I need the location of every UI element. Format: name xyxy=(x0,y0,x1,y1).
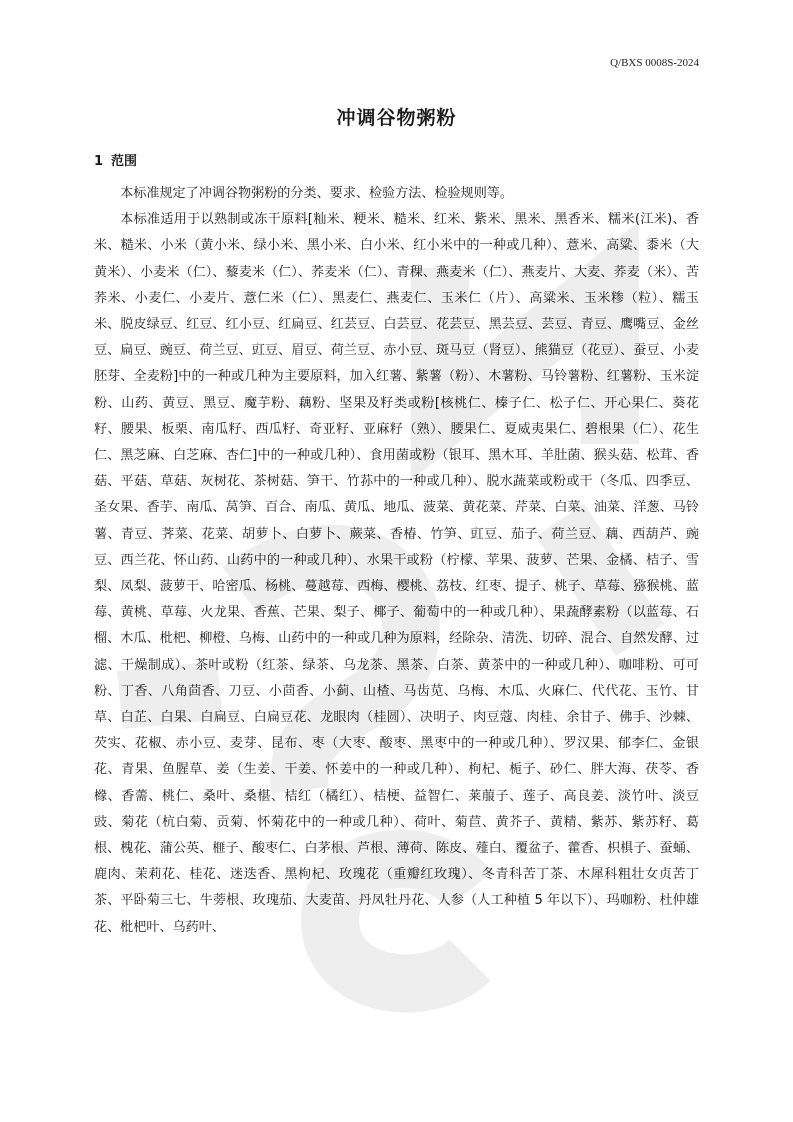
section-number: 1 xyxy=(94,154,104,169)
paragraph: 本标准适用于以熟制或冻干原料[籼米、粳米、糙米、红米、紫米、黑米、黑香米、糯米(江米)、香米、糙米、小米（黄小米、绿小米、黑小米、白小米、红小米中的一种或几种）、薏米、高粱、黍米（大黄米）、小麦米（仁）、藜麦米（仁）、荞麦米（仁）、青稞、燕麦米（仁）、燕麦片、大麦、荞麦（米）、苦荞米、小麦仁、小麦片、薏仁米（仁）、黑麦仁、燕麦仁、玉米仁（片）、高粱米、玉米糁（粒）、糯玉米、脱皮绿豆、红豆、红小豆、红扁豆、红芸豆、白芸豆、花芸豆、黑芸豆、芸豆、青豆、鹰嘴豆、金丝豆、扁豆、豌豆、荷兰豆、豇豆、眉豆、荷兰豆、赤小豆、斑马豆（肾豆）、熊猫豆（花豆）、蚕豆、小麦胚芽、全麦粉]中的一种或几种为主要原料，加入红薯、紫薯（粉）、木薯粉、马铃薯粉、红薯粉、玉米淀粉、山药、黄豆、黑豆、魔芋粉、藕粉、坚果及籽类或粉[核桃仁、榛子仁、松子仁、开心果仁、葵花籽、腰果、板栗、南瓜籽、西瓜籽、奇亚籽、亚麻籽（熟）、腰果仁、夏威夷果仁、碧根果（仁）、花生仁、黑芝麻、白芝麻、杏仁]中的一种或几种）、食用菌或粉（银耳、黑木耳、羊肚菌、猴头菇、松茸、香菇、平菇、草菇、灰树花、茶树菇、笋干、竹荪中的一种或几种）、脱水蔬菜或粉或干（冬瓜、四季豆、圣女果、香芋、南瓜、莴笋、百合、南瓜、黄瓜、地瓜、菠菜、黄花菜、芹菜、白菜、油菜、洋葱、马铃薯、青豆、荠菜、花菜、胡萝卜、白萝卜、蕨菜、香椿、竹笋、豇豆、茄子、荷兰豆、藕、西葫芦、豌豆、西兰花、怀山药、山药中的一种或几种）、水果干或粉（柠檬、苹果、菠萝、芒果、金橘、桔子、雪梨、凤梨、菠萝干、哈密瓜、杨桃、蔓越莓、西梅、樱桃、荔枝、红枣、提子、桃子、草莓、猕猴桃、蓝莓、黄桃、草莓、火龙果、香蕉、芒果、梨子、椰子、葡萄中的一种或几种）、果蔬酵素粉（以蓝莓、石榴、木瓜、枇杷、柳橙、乌梅、山药中的一种或几种为原料，经除杂、清洗、切碎、混合、自然发酵、过滤、干燥制成）、茶叶或粉（红茶、绿茶、乌龙茶、黑茶、白茶、黄茶中的一种或几种）、咖啡粉、可可粉、丁香、八角茴香、刀豆、小茴香、小蓟、山楂、马齿苋、乌梅、木瓜、火麻仁、代代花、玉竹、甘草、白芷、白果、白扁豆、白扁豆花、龙眼肉（桂圆）、决明子、肉豆蔻、肉桂、余甘子、佛手、沙棘、芡实、花椒、赤小豆、麦芽、昆布、枣（大枣、酸枣、黑枣中的一种或几种）、罗汉果、郁李仁、金银花、青果、鱼腥草、姜（生姜、干姜、怀姜中的一种或几种）、枸杞、栀子、砂仁、胖大海、茯苓、香橼、香薷、桃仁、桑叶、桑椹、桔红（橘红）、桔梗、益智仁、莱菔子、莲子、高良姜、淡竹叶、淡豆豉、菊花（杭白菊、贡菊、怀菊花中的一种或几种）、荷叶、菊苣、黄芥子、黄精、紫苏、紫苏籽、葛根、槐花、蒲公英、榧子、酸枣仁、白茅根、芦根、薄荷、陈皮、薤白、覆盆子、藿香、枳椇子、蚕蛹、鹿肉、茉莉花、桂花、迷迭香、黑枸杞、玫瑰花（重瓣红玫瑰）、冬青科苦丁茶、木犀科粗壮女贞苦丁茶、平卧菊三七、牛蒡根、玫瑰茄、大麦苗、丹凤牡丹花、人参（人工种植 5 年以下）、玛咖粉、杜仲雄花、枇杷叶、乌药叶、 xyxy=(94,212,699,935)
section-title: 范围 xyxy=(111,154,138,169)
document-code: Q/BXS 0008S-2024 xyxy=(610,57,699,69)
paragraph: 本标准规定了冲调谷物粥粉的分类、要求、检验方法、检验规则等。 xyxy=(120,186,513,201)
section-heading xyxy=(94,150,145,169)
document-body xyxy=(94,181,699,941)
page-title: 冲调谷物粥粉 xyxy=(336,107,457,129)
